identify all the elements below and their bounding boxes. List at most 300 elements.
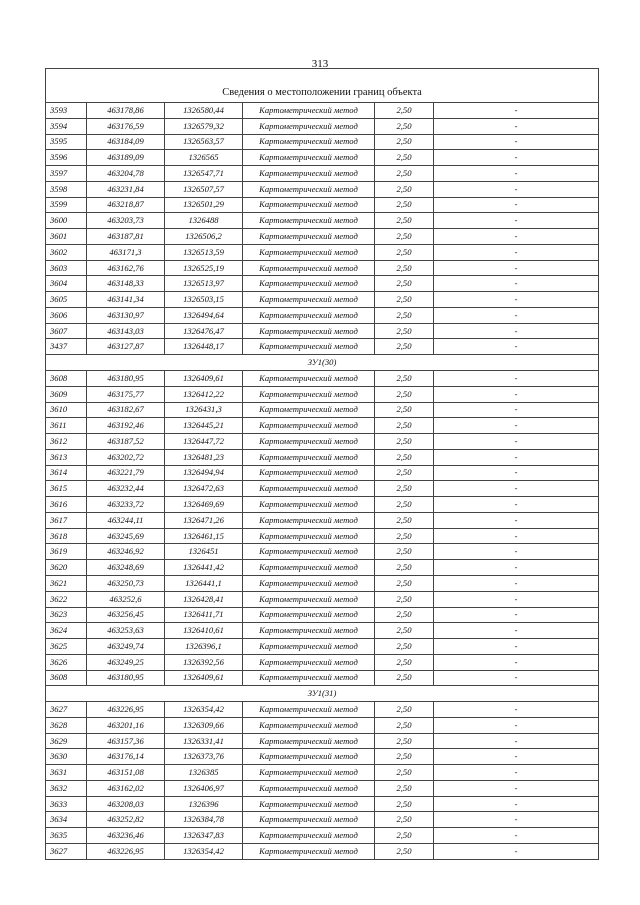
point-description: - (434, 670, 599, 686)
point-number: 3622 (46, 591, 87, 607)
point-number: 3599 (46, 197, 87, 213)
coordinate-y: 1326431,3 (165, 402, 243, 418)
coordinate-x: 463130,97 (87, 307, 165, 323)
table-row (46, 213, 599, 229)
coordinate-y: 1326384,78 (165, 812, 243, 828)
coordinate-y: 1326385 (165, 765, 243, 781)
table-row (46, 796, 599, 812)
coordinate-y: 1326396 (165, 796, 243, 812)
accuracy-value: 2,50 (375, 575, 434, 591)
table-row (46, 733, 599, 749)
determination-method: Картометрический метод (243, 717, 375, 733)
point-description: - (434, 197, 599, 213)
determination-method: Картометрический метод (243, 307, 375, 323)
coordinate-x: 463249,25 (87, 654, 165, 670)
point-number: 3597 (46, 166, 87, 182)
point-description: - (434, 528, 599, 544)
point-description: - (434, 260, 599, 276)
point-number: 3624 (46, 623, 87, 639)
point-number: 3605 (46, 292, 87, 308)
coordinate-x: 463157,36 (87, 733, 165, 749)
point-number: 3625 (46, 639, 87, 655)
accuracy-value: 2,50 (375, 828, 434, 844)
point-description: - (434, 323, 599, 339)
point-number: 3613 (46, 449, 87, 465)
coordinate-x: 463141,34 (87, 292, 165, 308)
accuracy-value: 2,50 (375, 560, 434, 576)
point-description: - (434, 702, 599, 718)
point-description: - (434, 575, 599, 591)
accuracy-value: 2,50 (375, 512, 434, 528)
accuracy-value: 2,50 (375, 402, 434, 418)
point-number: 3600 (46, 213, 87, 229)
table-row (46, 544, 599, 560)
determination-method: Картометрический метод (243, 702, 375, 718)
page-number: 313 (311, 58, 329, 70)
point-number: 3596 (46, 150, 87, 166)
point-description: - (434, 118, 599, 134)
coordinate-y: 1326472,63 (165, 481, 243, 497)
coordinate-x: 463151,08 (87, 765, 165, 781)
point-description: - (434, 181, 599, 197)
coordinate-y: 1326451 (165, 544, 243, 560)
coordinate-y: 1326309,66 (165, 717, 243, 733)
coordinate-y: 1326506,2 (165, 229, 243, 245)
point-description: - (434, 434, 599, 450)
coordinate-x: 463226,95 (87, 843, 165, 859)
coordinate-x: 463176,59 (87, 118, 165, 134)
coordinate-y: 1326410,61 (165, 623, 243, 639)
determination-method: Картометрический метод (243, 134, 375, 150)
determination-method: Картометрический метод (243, 497, 375, 513)
point-number: 3627 (46, 702, 87, 718)
coordinate-x: 463245,69 (87, 528, 165, 544)
coordinate-x: 463208,03 (87, 796, 165, 812)
determination-method: Картометрический метод (243, 828, 375, 844)
point-description: - (434, 402, 599, 418)
determination-method: Картометрический метод (243, 623, 375, 639)
coordinate-y: 1326488 (165, 213, 243, 229)
table-row (46, 276, 599, 292)
table-row (46, 749, 599, 765)
accuracy-value: 2,50 (375, 670, 434, 686)
coordinate-x: 463248,69 (87, 560, 165, 576)
point-description: - (434, 607, 599, 623)
point-description: - (434, 512, 599, 528)
determination-method: Картометрический метод (243, 843, 375, 859)
determination-method: Картометрический метод (243, 371, 375, 387)
coordinate-x: 463246,92 (87, 544, 165, 560)
point-description: - (434, 229, 599, 245)
coordinate-x: 463182,67 (87, 402, 165, 418)
accuracy-value: 2,50 (375, 765, 434, 781)
determination-method: Картометрический метод (243, 465, 375, 481)
coordinate-x: 463253,63 (87, 623, 165, 639)
table-row (46, 497, 599, 513)
point-description: - (434, 103, 599, 119)
accuracy-value: 2,50 (375, 371, 434, 387)
coordinate-y: 1326469,69 (165, 497, 243, 513)
point-description: - (434, 828, 599, 844)
coordinate-y: 1326441,42 (165, 560, 243, 576)
point-description: - (434, 292, 599, 308)
determination-method: Картометрический метод (243, 323, 375, 339)
accuracy-value: 2,50 (375, 654, 434, 670)
point-number: 3593 (46, 103, 87, 119)
table-row (46, 244, 599, 260)
point-number: 3610 (46, 402, 87, 418)
accuracy-value: 2,50 (375, 244, 434, 260)
determination-method: Картометрический метод (243, 544, 375, 560)
point-number: 3629 (46, 733, 87, 749)
determination-method: Картометрический метод (243, 639, 375, 655)
determination-method: Картометрический метод (243, 512, 375, 528)
table-row (46, 591, 599, 607)
point-description: - (434, 780, 599, 796)
table-row (46, 434, 599, 450)
coordinate-y: 1326448,17 (165, 339, 243, 355)
accuracy-value: 2,50 (375, 339, 434, 355)
coordinate-x: 463250,73 (87, 575, 165, 591)
coordinate-x: 463231,84 (87, 181, 165, 197)
accuracy-value: 2,50 (375, 780, 434, 796)
accuracy-value: 2,50 (375, 197, 434, 213)
determination-method: Картометрический метод (243, 244, 375, 260)
determination-method: Картометрический метод (243, 292, 375, 308)
coordinate-x: 463252,6 (87, 591, 165, 607)
point-description: - (434, 449, 599, 465)
coordinate-y: 1326441,1 (165, 575, 243, 591)
boundary-coordinates-table (45, 68, 599, 860)
point-description: - (434, 560, 599, 576)
coordinate-x: 463244,11 (87, 512, 165, 528)
determination-method: Картометрический метод (243, 434, 375, 450)
determination-method: Картометрический метод (243, 103, 375, 119)
point-number: 3635 (46, 828, 87, 844)
point-description: - (434, 465, 599, 481)
coordinate-x: 463221,79 (87, 465, 165, 481)
table-row (46, 780, 599, 796)
coordinate-y: 1326347,83 (165, 828, 243, 844)
accuracy-value: 2,50 (375, 307, 434, 323)
coordinate-x: 463252,82 (87, 812, 165, 828)
coordinate-y: 1326409,61 (165, 670, 243, 686)
point-number: 3626 (46, 654, 87, 670)
accuracy-value: 2,50 (375, 591, 434, 607)
coordinate-y: 1326580,44 (165, 103, 243, 119)
coordinate-y: 1326428,41 (165, 591, 243, 607)
point-description: - (434, 765, 599, 781)
table-row (46, 307, 599, 323)
determination-method: Картометрический метод (243, 150, 375, 166)
table-row (46, 607, 599, 623)
table-row (46, 292, 599, 308)
coordinate-y: 1326476,47 (165, 323, 243, 339)
point-description: - (434, 150, 599, 166)
table-row (46, 260, 599, 276)
point-number: 3630 (46, 749, 87, 765)
coordinate-x: 463162,76 (87, 260, 165, 276)
determination-method: Картометрический метод (243, 812, 375, 828)
point-number: 3617 (46, 512, 87, 528)
determination-method: Картометрический метод (243, 118, 375, 134)
coordinate-x: 463175,77 (87, 386, 165, 402)
accuracy-value: 2,50 (375, 497, 434, 513)
table-row (46, 118, 599, 134)
section-header-row (46, 355, 599, 371)
determination-method: Картометрический метод (243, 418, 375, 434)
accuracy-value: 2,50 (375, 260, 434, 276)
point-description: - (434, 339, 599, 355)
determination-method: Картометрический метод (243, 796, 375, 812)
determination-method: Картометрический метод (243, 260, 375, 276)
point-number: 3594 (46, 118, 87, 134)
accuracy-value: 2,50 (375, 181, 434, 197)
determination-method: Картометрический метод (243, 749, 375, 765)
point-number: 3619 (46, 544, 87, 560)
coordinate-x: 463204,78 (87, 166, 165, 182)
coordinate-x: 463184,09 (87, 134, 165, 150)
table-row (46, 371, 599, 387)
determination-method: Картометрический метод (243, 197, 375, 213)
table-row (46, 702, 599, 718)
coordinate-x: 463249,74 (87, 639, 165, 655)
table-row (46, 528, 599, 544)
accuracy-value: 2,50 (375, 607, 434, 623)
determination-method: Картометрический метод (243, 765, 375, 781)
point-description: - (434, 796, 599, 812)
point-description: - (434, 623, 599, 639)
point-number: 3611 (46, 418, 87, 434)
determination-method: Картометрический метод (243, 229, 375, 245)
point-description: - (434, 639, 599, 655)
coordinate-y: 1326565 (165, 150, 243, 166)
coordinate-x: 463143,03 (87, 323, 165, 339)
coordinate-x: 463162,02 (87, 780, 165, 796)
coordinate-y: 1326373,76 (165, 749, 243, 765)
accuracy-value: 2,50 (375, 229, 434, 245)
point-number: 3631 (46, 765, 87, 781)
section-header-row (46, 686, 599, 702)
point-description: - (434, 544, 599, 560)
accuracy-value: 2,50 (375, 103, 434, 119)
coordinate-x: 463202,72 (87, 449, 165, 465)
determination-method: Картометрический метод (243, 181, 375, 197)
coordinate-y: 1326501,29 (165, 197, 243, 213)
table-row (46, 150, 599, 166)
coordinate-y: 1326331,41 (165, 733, 243, 749)
coordinate-y: 1326406,97 (165, 780, 243, 796)
coordinate-y: 1326396,1 (165, 639, 243, 655)
determination-method: Картометрический метод (243, 481, 375, 497)
coordinate-x: 463148,33 (87, 276, 165, 292)
point-number: 3627 (46, 843, 87, 859)
coordinate-x: 463192,46 (87, 418, 165, 434)
table-row (46, 812, 599, 828)
table-row (46, 339, 599, 355)
coordinate-x: 463176,14 (87, 749, 165, 765)
coordinate-y: 1326513,97 (165, 276, 243, 292)
point-description: - (434, 591, 599, 607)
point-number: 3632 (46, 780, 87, 796)
accuracy-value: 2,50 (375, 166, 434, 182)
coordinate-x: 463201,16 (87, 717, 165, 733)
table-row (46, 623, 599, 639)
accuracy-value: 2,50 (375, 623, 434, 639)
coordinate-x: 463233,72 (87, 497, 165, 513)
point-number: 3608 (46, 670, 87, 686)
coordinate-y: 1326507,57 (165, 181, 243, 197)
determination-method: Картометрический метод (243, 386, 375, 402)
accuracy-value: 2,50 (375, 796, 434, 812)
point-number: 3618 (46, 528, 87, 544)
coordinate-y: 1326513,59 (165, 244, 243, 260)
table-row (46, 418, 599, 434)
coordinate-x: 463203,73 (87, 213, 165, 229)
coordinate-y: 1326447,72 (165, 434, 243, 450)
accuracy-value: 2,50 (375, 812, 434, 828)
point-description: - (434, 386, 599, 402)
table-title-row (46, 69, 599, 103)
coordinate-x: 463256,45 (87, 607, 165, 623)
table-row (46, 386, 599, 402)
determination-method: Картометрический метод (243, 654, 375, 670)
coordinate-x: 463178,86 (87, 103, 165, 119)
determination-method: Картометрический метод (243, 607, 375, 623)
coordinate-y: 1326354,42 (165, 702, 243, 718)
point-number: 3598 (46, 181, 87, 197)
point-number: 3602 (46, 244, 87, 260)
accuracy-value: 2,50 (375, 702, 434, 718)
coordinate-x: 463180,95 (87, 670, 165, 686)
table-row (46, 103, 599, 119)
point-description: - (434, 307, 599, 323)
section-label: ЗУ1(31) (46, 686, 599, 702)
coordinate-x: 463171,3 (87, 244, 165, 260)
accuracy-value: 2,50 (375, 323, 434, 339)
point-description: - (434, 371, 599, 387)
coordinate-y: 1326409,61 (165, 371, 243, 387)
accuracy-value: 2,50 (375, 639, 434, 655)
point-number: 3608 (46, 371, 87, 387)
accuracy-value: 2,50 (375, 544, 434, 560)
accuracy-value: 2,50 (375, 276, 434, 292)
point-number: 3620 (46, 560, 87, 576)
determination-method: Картометрический метод (243, 402, 375, 418)
coordinate-x: 463189,09 (87, 150, 165, 166)
point-description: - (434, 843, 599, 859)
determination-method: Картометрический метод (243, 780, 375, 796)
coordinate-x: 463226,95 (87, 702, 165, 718)
accuracy-value: 2,50 (375, 449, 434, 465)
determination-method: Картометрический метод (243, 449, 375, 465)
point-description: - (434, 418, 599, 434)
determination-method: Картометрический метод (243, 339, 375, 355)
table-row (46, 449, 599, 465)
coordinate-y: 1326411,71 (165, 607, 243, 623)
table-row (46, 654, 599, 670)
accuracy-value: 2,50 (375, 481, 434, 497)
coordinate-y: 1326579,32 (165, 118, 243, 134)
coordinate-y: 1326461,15 (165, 528, 243, 544)
coordinate-y: 1326392,56 (165, 654, 243, 670)
table-row (46, 828, 599, 844)
table-row (46, 481, 599, 497)
table-row (46, 166, 599, 182)
coordinate-y: 1326354,42 (165, 843, 243, 859)
table-row (46, 402, 599, 418)
table-row (46, 575, 599, 591)
point-number: 3612 (46, 434, 87, 450)
accuracy-value: 2,50 (375, 213, 434, 229)
coordinate-y: 1326563,57 (165, 134, 243, 150)
determination-method: Картометрический метод (243, 166, 375, 182)
table-row (46, 197, 599, 213)
point-number: 3607 (46, 323, 87, 339)
accuracy-value: 2,50 (375, 528, 434, 544)
table-row (46, 134, 599, 150)
table-row (46, 717, 599, 733)
determination-method: Картометрический метод (243, 670, 375, 686)
table-row (46, 229, 599, 245)
point-description: - (434, 276, 599, 292)
coordinate-y: 1326494,94 (165, 465, 243, 481)
determination-method: Картометрический метод (243, 591, 375, 607)
table-row (46, 765, 599, 781)
table-row (46, 560, 599, 576)
section-label: ЗУ1(30) (46, 355, 599, 371)
determination-method: Картометрический метод (243, 733, 375, 749)
accuracy-value: 2,50 (375, 717, 434, 733)
accuracy-value: 2,50 (375, 150, 434, 166)
coordinate-y: 1326471,26 (165, 512, 243, 528)
coordinate-x: 463187,52 (87, 434, 165, 450)
coordinate-y: 1326547,71 (165, 166, 243, 182)
determination-method: Картометрический метод (243, 213, 375, 229)
table-row (46, 843, 599, 859)
point-description: - (434, 134, 599, 150)
coordinate-y: 1326412,22 (165, 386, 243, 402)
point-number: 3603 (46, 260, 87, 276)
table-row (46, 181, 599, 197)
point-description: - (434, 717, 599, 733)
table-row (46, 465, 599, 481)
point-number: 3601 (46, 229, 87, 245)
coordinate-x: 463187,81 (87, 229, 165, 245)
coordinate-y: 1326503,15 (165, 292, 243, 308)
coordinate-x: 463236,46 (87, 828, 165, 844)
point-description: - (434, 749, 599, 765)
determination-method: Картометрический метод (243, 575, 375, 591)
table-row (46, 323, 599, 339)
point-number: 3606 (46, 307, 87, 323)
determination-method: Картометрический метод (243, 560, 375, 576)
coordinate-x: 463180,95 (87, 371, 165, 387)
coordinate-x: 463127,87 (87, 339, 165, 355)
accuracy-value: 2,50 (375, 749, 434, 765)
table-row (46, 512, 599, 528)
point-number: 3609 (46, 386, 87, 402)
point-number: 3615 (46, 481, 87, 497)
point-description: - (434, 213, 599, 229)
table-row (46, 639, 599, 655)
accuracy-value: 2,50 (375, 118, 434, 134)
point-number: 3616 (46, 497, 87, 513)
point-description: - (434, 244, 599, 260)
accuracy-value: 2,50 (375, 465, 434, 481)
coordinate-x: 463232,44 (87, 481, 165, 497)
coordinate-y: 1326445,21 (165, 418, 243, 434)
